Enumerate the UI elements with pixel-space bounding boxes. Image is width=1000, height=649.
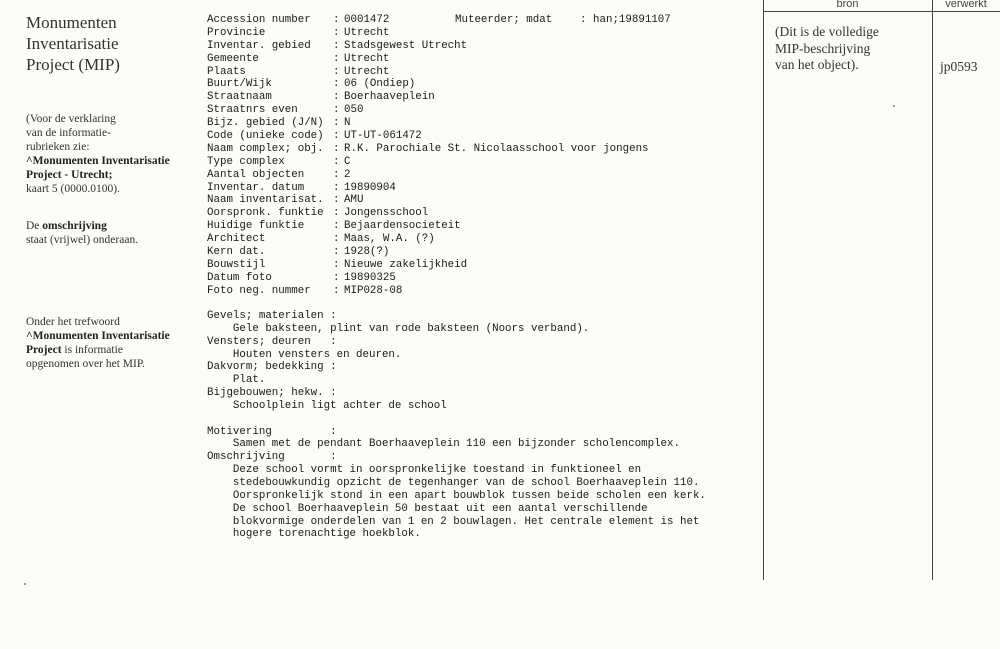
field-separator: : <box>333 39 340 52</box>
note-line <box>26 329 196 343</box>
field-row <box>207 40 752 53</box>
note-bold: Project - Utrecht; <box>26 169 113 181</box>
field-separator: : <box>333 26 340 39</box>
field-value: UT-UT-061472 <box>344 130 422 143</box>
field-separator: : <box>580 14 587 26</box>
motivation-label: Motivering : <box>207 425 337 438</box>
field-label: Aantal objecten <box>207 168 305 181</box>
field-label: Kern dat. <box>207 246 266 259</box>
field-row <box>207 53 752 66</box>
field-separator: : <box>333 104 340 117</box>
field-row <box>207 285 752 298</box>
field-value: 19890325 <box>344 271 396 284</box>
field-row <box>207 246 752 259</box>
field-row <box>207 233 752 246</box>
field-label: Oorspronk. funktie <box>207 207 324 220</box>
field-separator: : <box>333 52 340 65</box>
field-label: Plaats <box>207 65 246 78</box>
omschrijving-label: Omschrijving : <box>207 451 337 464</box>
field-value: Bejaardensocieteit <box>344 220 461 233</box>
note-line: opgenomen over het MIP. <box>26 358 145 370</box>
field-separator: : <box>333 91 340 104</box>
field-value: 0001472 <box>344 14 390 26</box>
field-label: Datum foto <box>207 271 272 284</box>
materials-text: Gele baksteen, plint van rode baksteen (Noors verband). <box>207 322 590 335</box>
field-value: Boerhaaveplein <box>344 91 435 104</box>
field-row <box>207 259 752 272</box>
field-separator: : <box>333 246 340 259</box>
field-value: AMU <box>344 194 364 207</box>
note-bold: ^Monumenten Inventarisatie <box>26 330 170 342</box>
field-row <box>207 220 752 233</box>
omschrijving-line: blokvormige onderdelen van 1 en 2 bouwlagen. Het centrale element is het <box>207 515 700 528</box>
field-value: 050 <box>344 104 364 117</box>
field-value: C <box>344 155 351 168</box>
note-line: kaart 5 (0000.0100). <box>26 183 120 195</box>
field-label: Bijz. gebied (J/N) <box>207 117 324 130</box>
field-value: Stadsgewest Utrecht <box>344 39 468 52</box>
omschrijving-line: Deze school vormt in oorspronkelijke toestand in funktioneel en <box>207 464 642 477</box>
note-bold: ^Monumenten Inventarisatie <box>26 155 170 167</box>
field-value: Utrecht <box>344 26 390 39</box>
title-line: Monumenten <box>26 13 117 32</box>
note-line: staat (vrijwel) onderaan. <box>26 234 139 246</box>
field-row <box>207 78 752 91</box>
field-row <box>207 91 752 104</box>
field-row <box>207 143 752 156</box>
note-line: van de informatie- <box>26 127 111 139</box>
field-row <box>207 117 752 130</box>
field-value: Nieuwe zakelijkheid <box>344 258 468 271</box>
field-separator: : <box>333 155 340 168</box>
bron-note-line: MIP-beschrijving <box>775 40 871 56</box>
field-row <box>207 66 752 79</box>
explanation-note <box>26 112 196 196</box>
record-fields <box>207 14 752 298</box>
bron-note-line: van het object). <box>775 57 859 72</box>
note-line: Onder het trefwoord <box>26 316 120 328</box>
scan-speck <box>893 105 895 107</box>
field-row <box>207 194 752 207</box>
bron-note-line: (Dit is de volledige <box>775 24 879 39</box>
field-separator: : <box>333 14 340 26</box>
field-separator: : <box>333 207 340 220</box>
field-label: Bouwstijl <box>207 258 266 271</box>
bron-header: bron <box>836 0 859 10</box>
roof-label: Dakvorm; bedekking : <box>207 361 337 374</box>
keyword-note <box>26 315 196 371</box>
field-value: Utrecht <box>344 65 390 78</box>
field-separator: : <box>333 220 340 233</box>
field-label: Architect <box>207 233 266 246</box>
title-line: Project (MIP) <box>26 55 120 74</box>
field-value: 06 (Ondiep) <box>344 78 416 91</box>
field-value: 1928(?) <box>344 246 390 259</box>
field-label: Type complex <box>207 155 285 168</box>
field-value: 19890904 <box>344 181 396 194</box>
field-label: Provincie <box>207 26 266 39</box>
spacer <box>207 413 757 426</box>
field-separator: : <box>333 271 340 284</box>
field-row <box>207 130 752 143</box>
field-value: Maas, W.A. (?) <box>344 233 435 246</box>
field-value: MIP028-08 <box>344 284 403 297</box>
field-label: Straatnaam <box>207 91 272 104</box>
windows-label: Vensters; deuren : <box>207 335 337 348</box>
note-text: De <box>26 220 43 232</box>
field-separator: : <box>333 142 340 155</box>
note-bold: Project <box>26 344 62 356</box>
field-row <box>207 182 752 195</box>
field-label: Inventar. datum <box>207 181 305 194</box>
note-text: is informatie <box>61 344 123 356</box>
note-bold: omschrijving <box>42 220 107 232</box>
field-row <box>207 156 752 169</box>
field-label: Gemeente <box>207 52 259 65</box>
note-line <box>26 154 196 168</box>
field-value: N <box>344 117 351 130</box>
header-rule <box>763 11 1000 12</box>
field-label: Naam inventarisat. <box>207 194 324 207</box>
field-separator: : <box>333 194 340 207</box>
record-description <box>207 310 757 541</box>
omschrijving-line: hogere torenachtige hoekblok. <box>207 528 421 541</box>
column-divider <box>932 0 933 580</box>
field-label: Accession number <box>207 14 311 26</box>
outbuildings-text: Schoolplein ligt achter de school <box>207 399 447 412</box>
field-row <box>207 14 752 27</box>
mip-title <box>26 12 186 75</box>
field-separator: : <box>333 233 340 246</box>
field-label: Buurt/Wijk <box>207 78 272 91</box>
field-separator: : <box>333 181 340 194</box>
omschrijving-line: Oorspronkelijk stond in een apart bouwblok tussen beide scholen een kerk. <box>207 489 706 502</box>
bron-note <box>775 24 925 74</box>
note-line <box>26 219 196 233</box>
note-line: (Voor de verklaring <box>26 113 116 125</box>
materials-label: Gevels; materialen : <box>207 310 337 322</box>
field-label: Inventar. gebied <box>207 39 311 52</box>
field-row <box>207 104 752 117</box>
description-location-note <box>26 219 196 247</box>
motivation-text: Samen met de pendant Boerhaaveplein 110 een bijzonder scholencomplex. <box>207 438 680 451</box>
verwerkt-header: verwerkt <box>945 0 987 10</box>
field-separator: : <box>333 284 340 297</box>
field-label: Huidige funktie <box>207 220 305 233</box>
field-separator: : <box>333 130 340 143</box>
note-line: rubrieken zie: <box>26 141 90 153</box>
omschrijving-line: De school Boerhaaveplein 50 bestaat uit een aantal verschillende <box>207 502 648 515</box>
omschrijving-line: stedebouwkundig opzicht de tegenhanger van de school Boerhaaveplein 110. <box>207 476 700 489</box>
field-label: Foto neg. nummer <box>207 284 311 297</box>
field-separator: : <box>333 78 340 91</box>
field-row <box>207 27 752 40</box>
field-value: Utrecht <box>344 52 390 65</box>
field-row <box>207 272 752 285</box>
editor-label: Muteerder; mdat <box>455 14 553 26</box>
field-row <box>207 207 752 220</box>
field-separator: : <box>333 168 340 181</box>
field-separator: : <box>333 65 340 78</box>
roof-text: Plat. <box>207 374 266 387</box>
field-value: 2 <box>344 168 351 181</box>
column-divider <box>763 0 764 580</box>
scan-speck <box>24 583 26 585</box>
field-separator: : <box>333 258 340 271</box>
editor-value: han;19891107 <box>593 14 671 26</box>
field-value: Jongensschool <box>344 207 429 220</box>
title-line: Inventarisatie <box>26 34 119 53</box>
field-separator: : <box>333 117 340 130</box>
field-label: Naam complex; obj. <box>207 142 324 155</box>
note-line <box>26 343 196 357</box>
field-label: Code (unieke code) <box>207 130 324 143</box>
outbuildings-label: Bijgebouwen; hekw. : <box>207 387 337 400</box>
field-value: R.K. Parochiale St. Nicolaasschool voor jongens <box>344 142 649 155</box>
field-label: Straatnrs even <box>207 104 298 117</box>
windows-text: Houten vensters en deuren. <box>207 348 402 361</box>
note-line <box>26 168 196 182</box>
field-row <box>207 169 752 182</box>
verwerkt-code: jp0593 <box>940 59 978 74</box>
